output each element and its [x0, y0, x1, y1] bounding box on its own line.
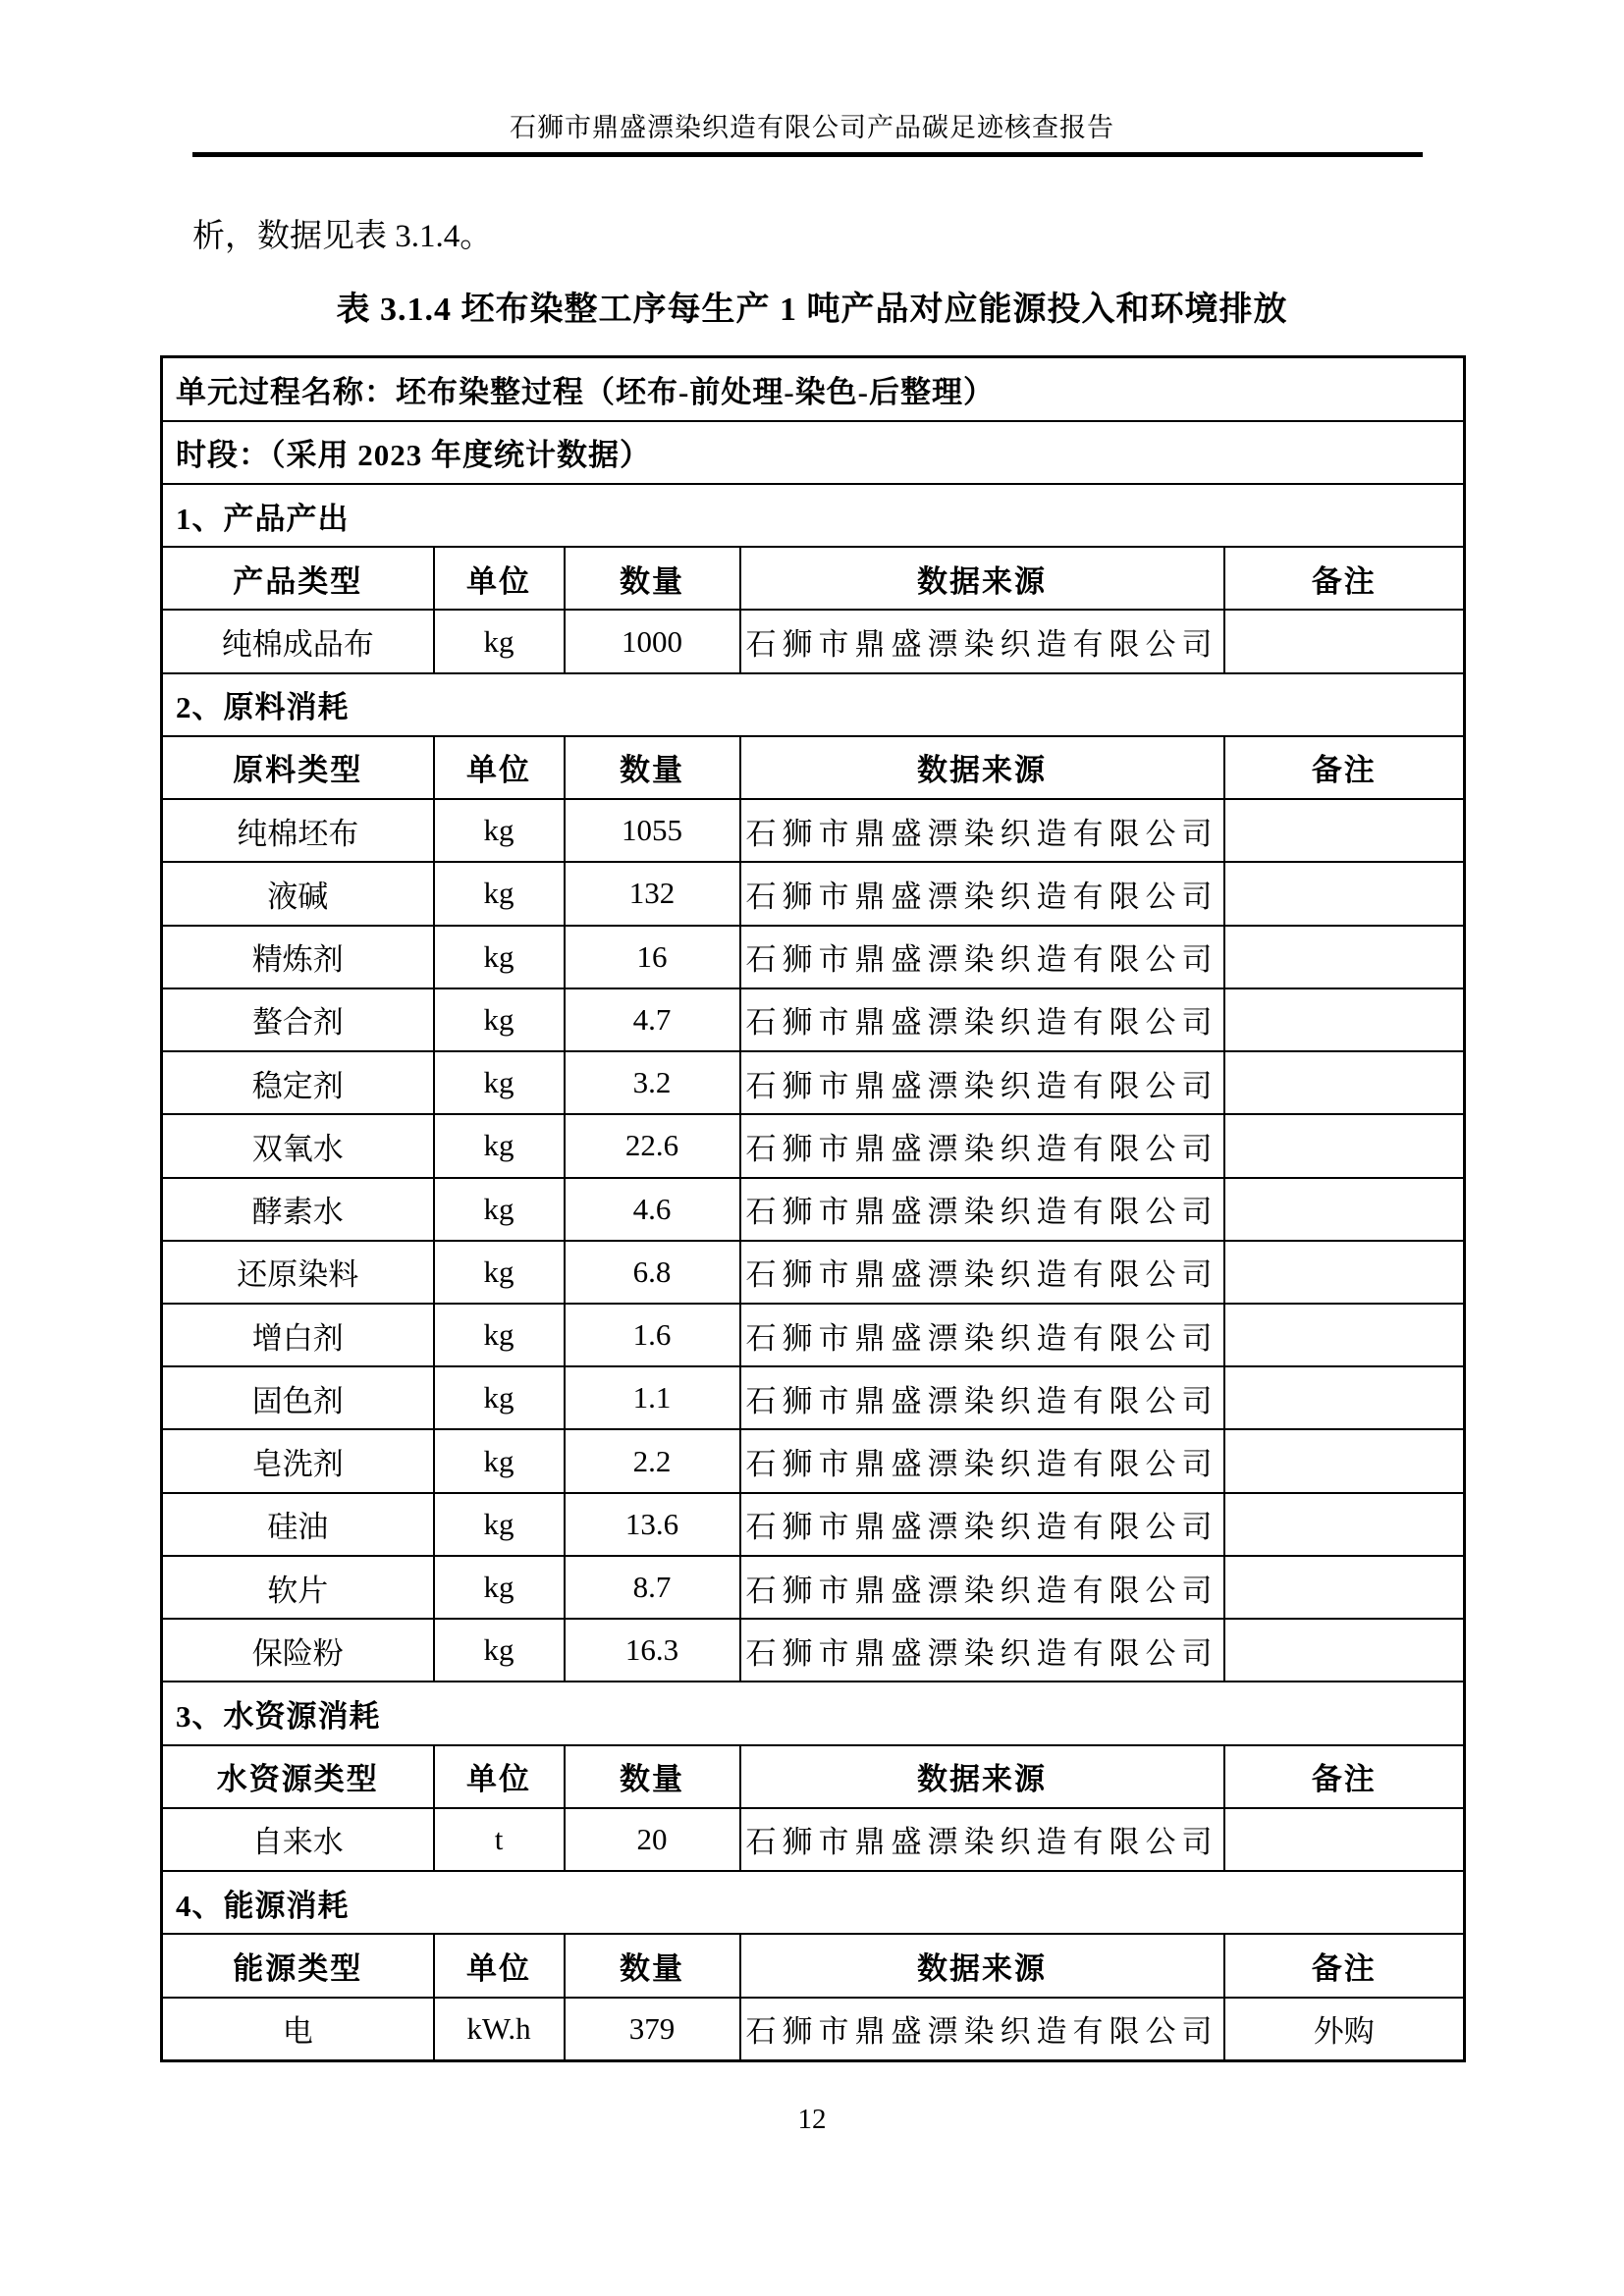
type-cell: 酵素水	[162, 1178, 434, 1241]
unit-cell: kW.h	[434, 1998, 565, 2061]
page-number: 12	[797, 2104, 827, 2136]
source-cell: 石狮市鼎盛漂染织造有限公司	[740, 926, 1224, 988]
table-row	[162, 1934, 1465, 1997]
quantity-cell: 13.6	[565, 1493, 740, 1556]
note-cell	[1224, 1051, 1465, 1114]
quantity-cell: 1000	[565, 610, 740, 672]
col-header-note: 备注	[1224, 1745, 1465, 1808]
note-cell	[1224, 1619, 1465, 1682]
section-title-cell: 1、产品产出	[162, 484, 1465, 547]
table-row	[162, 862, 1465, 925]
source-cell: 石狮市鼎盛漂染织造有限公司	[740, 1429, 1224, 1492]
type-cell: 硅油	[162, 1493, 434, 1556]
source-cell: 石狮市鼎盛漂染织造有限公司	[740, 1366, 1224, 1429]
table-row	[162, 1556, 1465, 1619]
table-row	[162, 484, 1465, 547]
unit-cell: kg	[434, 862, 565, 925]
note-cell: 外购	[1224, 1998, 1465, 2061]
source-cell: 石狮市鼎盛漂染织造有限公司	[740, 610, 1224, 672]
col-header-type: 能源类型	[162, 1934, 434, 1997]
table-row	[162, 1304, 1465, 1366]
unit-cell: kg	[434, 1619, 565, 1682]
quantity-cell: 20	[565, 1808, 740, 1871]
table-row	[162, 610, 1465, 672]
table-row	[162, 1871, 1465, 1934]
type-cell: 皂洗剂	[162, 1429, 434, 1492]
note-cell	[1224, 1304, 1465, 1366]
unit-cell: kg	[434, 926, 565, 988]
unit-cell: kg	[434, 799, 565, 862]
table-caption: 表 3.1.4 坯布染整工序每生产 1 吨产品对应能源投入和环境排放	[336, 292, 1288, 329]
unit-process-name-cell: 单元过程名称：坯布染整过程（坯布-前处理-染色-后整理）	[162, 357, 1465, 421]
col-header-source: 数据来源	[740, 736, 1224, 799]
type-cell: 纯棉坯布	[162, 799, 434, 862]
unit-cell: kg	[434, 1178, 565, 1241]
unit-cell: kg	[434, 1051, 565, 1114]
unit-cell: kg	[434, 988, 565, 1051]
unit-cell: kg	[434, 1366, 565, 1429]
section-title-cell: 2、原料消耗	[162, 673, 1465, 736]
col-header-note: 备注	[1224, 1934, 1465, 1997]
col-header-unit: 单位	[434, 547, 565, 610]
type-cell: 液碱	[162, 862, 434, 925]
intro-text: 析，数据见表 3.1.4。	[192, 219, 493, 255]
table-row	[162, 799, 1465, 862]
table-row	[162, 1493, 1465, 1556]
section-title-cell: 4、能源消耗	[162, 1871, 1465, 1934]
type-cell: 螯合剂	[162, 988, 434, 1051]
table-row	[162, 1998, 1465, 2061]
quantity-cell: 4.6	[565, 1178, 740, 1241]
note-cell	[1224, 1556, 1465, 1619]
source-cell: 石狮市鼎盛漂染织造有限公司	[740, 1241, 1224, 1304]
source-cell: 石狮市鼎盛漂染织造有限公司	[740, 1998, 1224, 2061]
type-cell: 电	[162, 1998, 434, 2061]
table-row	[162, 1808, 1465, 1871]
source-cell: 石狮市鼎盛漂染织造有限公司	[740, 1051, 1224, 1114]
table-row	[162, 1682, 1465, 1744]
col-header-unit: 单位	[434, 736, 565, 799]
quantity-cell: 379	[565, 1998, 740, 2061]
col-header-quantity: 数量	[565, 736, 740, 799]
type-cell: 双氧水	[162, 1114, 434, 1177]
unit-cell: t	[434, 1808, 565, 1871]
col-header-note: 备注	[1224, 736, 1465, 799]
col-header-type: 原料类型	[162, 736, 434, 799]
source-cell: 石狮市鼎盛漂染织造有限公司	[740, 1178, 1224, 1241]
table-body	[162, 357, 1465, 2061]
table-row	[162, 736, 1465, 799]
quantity-cell: 132	[565, 862, 740, 925]
type-cell: 自来水	[162, 1808, 434, 1871]
note-cell	[1224, 1366, 1465, 1429]
table-row	[162, 1366, 1465, 1429]
table-row	[162, 547, 1465, 610]
table-row	[162, 1241, 1465, 1304]
note-cell	[1224, 799, 1465, 862]
section-title-cell: 3、水资源消耗	[162, 1682, 1465, 1744]
col-header-unit: 单位	[434, 1745, 565, 1808]
note-cell	[1224, 610, 1465, 672]
col-header-quantity: 数量	[565, 1745, 740, 1808]
col-header-note: 备注	[1224, 547, 1465, 610]
quantity-cell: 4.7	[565, 988, 740, 1051]
unit-cell: kg	[434, 610, 565, 672]
col-header-source: 数据来源	[740, 547, 1224, 610]
note-cell	[1224, 1429, 1465, 1492]
quantity-cell: 16	[565, 926, 740, 988]
type-cell: 固色剂	[162, 1366, 434, 1429]
header-rule	[192, 152, 1423, 157]
note-cell	[1224, 988, 1465, 1051]
source-cell: 石狮市鼎盛漂染织造有限公司	[740, 1304, 1224, 1366]
col-header-quantity: 数量	[565, 547, 740, 610]
source-cell: 石狮市鼎盛漂染织造有限公司	[740, 988, 1224, 1051]
col-header-unit: 单位	[434, 1934, 565, 1997]
type-cell: 精炼剂	[162, 926, 434, 988]
unit-cell: kg	[434, 1114, 565, 1177]
quantity-cell: 1055	[565, 799, 740, 862]
quantity-cell: 2.2	[565, 1429, 740, 1492]
unit-cell: kg	[434, 1429, 565, 1492]
col-header-quantity: 数量	[565, 1934, 740, 1997]
source-cell: 石狮市鼎盛漂染织造有限公司	[740, 862, 1224, 925]
unit-cell: kg	[434, 1241, 565, 1304]
col-header-source: 数据来源	[740, 1745, 1224, 1808]
quantity-cell: 3.2	[565, 1051, 740, 1114]
table-row	[162, 673, 1465, 736]
table-row	[162, 1429, 1465, 1492]
quantity-cell: 16.3	[565, 1619, 740, 1682]
note-cell	[1224, 1808, 1465, 1871]
unit-cell: kg	[434, 1493, 565, 1556]
type-cell: 增白剂	[162, 1304, 434, 1366]
table-row	[162, 926, 1465, 988]
note-cell	[1224, 1493, 1465, 1556]
note-cell	[1224, 926, 1465, 988]
note-cell	[1224, 1178, 1465, 1241]
col-header-source: 数据来源	[740, 1934, 1224, 1997]
unit-cell: kg	[434, 1304, 565, 1366]
table-row	[162, 1619, 1465, 1682]
energy-input-table	[160, 355, 1466, 2062]
source-cell: 石狮市鼎盛漂染织造有限公司	[740, 1114, 1224, 1177]
col-header-type: 水资源类型	[162, 1745, 434, 1808]
type-cell: 纯棉成品布	[162, 610, 434, 672]
table-row	[162, 1745, 1465, 1808]
source-cell: 石狮市鼎盛漂染织造有限公司	[740, 1493, 1224, 1556]
source-cell: 石狮市鼎盛漂染织造有限公司	[740, 1556, 1224, 1619]
type-cell: 保险粉	[162, 1619, 434, 1682]
table-row	[162, 421, 1465, 484]
unit-cell: kg	[434, 1556, 565, 1619]
quantity-cell: 1.1	[565, 1366, 740, 1429]
note-cell	[1224, 1241, 1465, 1304]
quantity-cell: 22.6	[565, 1114, 740, 1177]
col-header-type: 产品类型	[162, 547, 434, 610]
page-header-title: 石狮市鼎盛漂染织造有限公司产品碳足迹核查报告	[510, 113, 1114, 142]
table-row	[162, 1178, 1465, 1241]
table-row	[162, 988, 1465, 1051]
note-cell	[1224, 1114, 1465, 1177]
type-cell: 软片	[162, 1556, 434, 1619]
source-cell: 石狮市鼎盛漂染织造有限公司	[740, 1808, 1224, 1871]
quantity-cell: 1.6	[565, 1304, 740, 1366]
table-row	[162, 357, 1465, 421]
type-cell: 还原染料	[162, 1241, 434, 1304]
note-cell	[1224, 862, 1465, 925]
source-cell: 石狮市鼎盛漂染织造有限公司	[740, 799, 1224, 862]
quantity-cell: 6.8	[565, 1241, 740, 1304]
type-cell: 稳定剂	[162, 1051, 434, 1114]
table-row	[162, 1114, 1465, 1177]
quantity-cell: 8.7	[565, 1556, 740, 1619]
source-cell: 石狮市鼎盛漂染织造有限公司	[740, 1619, 1224, 1682]
table-row	[162, 1051, 1465, 1114]
period-cell: 时段：（采用 2023 年度统计数据）	[162, 421, 1465, 484]
